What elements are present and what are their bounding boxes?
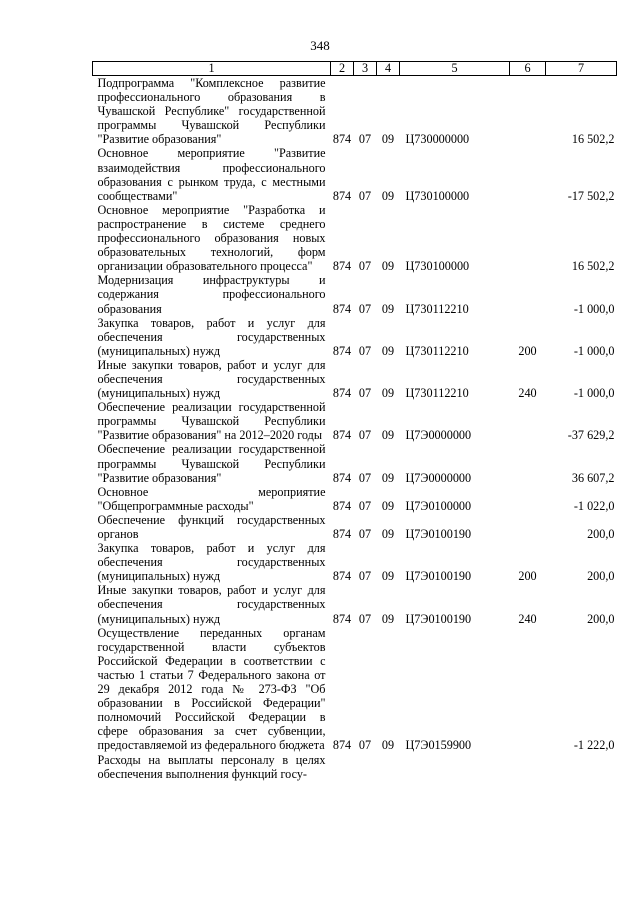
row-podrazdel: 09 [381, 188, 395, 203]
row-code: 874 [332, 498, 352, 513]
table-row [93, 485, 617, 513]
row-razdel: 07 [358, 343, 372, 358]
row-code: 874 [332, 611, 352, 626]
row-vr [510, 485, 546, 513]
row-name: Осуществление переданных органам государственной власти субъектов Российской Федерации в соответствии с частью 1 статьи 7 Федерального закона от 29 декабря 2012 года № 273-ФЗ "Об образовании в Российской Федерации" полномочий Российской Федерации в сфере образования за счет субвенции, предоставляемой из федерального бюджета [97, 625, 326, 753]
table-row [93, 76, 617, 147]
table-row [93, 753, 617, 781]
row-vr: 200 [518, 343, 537, 358]
table-row [93, 541, 617, 583]
row-csr: Ц730100000 [405, 188, 470, 203]
row-name: Обеспечение функций государственных органов [97, 512, 326, 541]
table-row [93, 146, 617, 202]
row-razdel: 07 [358, 428, 372, 443]
row-vr: 240 [518, 611, 537, 626]
row-podrazdel: 09 [381, 259, 395, 274]
row-name: Основное мероприятие "Развитие взаимодействия профессионального образования с рынком труда, с местными сообществами" [97, 146, 326, 203]
table-row [93, 626, 617, 753]
row-csr: Ц730112210 [405, 301, 469, 316]
row-razdel: 07 [358, 259, 372, 274]
row-amount: -1 000,0 [573, 301, 615, 316]
row-csr: Ц730112210 [405, 386, 469, 401]
row-razdel: 07 [358, 188, 372, 203]
row-razdel: 07 [358, 301, 372, 316]
row-code: 874 [332, 343, 352, 358]
column-header-1: 1 [93, 62, 331, 76]
row-name: Обеспечение реализации государственной программы Чувашской Республики "Развитие образования" на 2012–2020 годы [97, 400, 326, 443]
row-amount: 16 502,2 [571, 132, 615, 147]
row-podrazdel: 09 [381, 386, 395, 401]
row-amount [546, 753, 617, 781]
row-name: Обеспечение реализации государственной программы Чувашской Республики "Развитие образования" [97, 442, 326, 485]
row-csr: Ц7Э0100000 [405, 498, 472, 513]
row-amount: 16 502,2 [571, 259, 615, 274]
table-row [93, 203, 617, 273]
row-vr [510, 273, 546, 315]
row-csr: Ц7Э0100190 [405, 611, 472, 626]
row-code: 874 [332, 527, 352, 541]
row-name: Подпрограмма "Комплексное развитие профессионального образования в Чувашской Республике" государственной программы Чувашской Республики "Развитие образования" [97, 76, 326, 147]
row-csr: Ц730100000 [405, 259, 470, 274]
row-amount: -17 502,2 [567, 188, 615, 203]
column-header-7: 7 [546, 62, 617, 76]
row-name: Основное мероприятие "Разработка и распространение в системе среднего профессионального образования новых образовательных технологий, форм организации образовательного процесса" [97, 202, 326, 274]
row-csr [400, 753, 510, 781]
column-header-5: 5 [400, 62, 510, 76]
row-podrazdel: 09 [381, 611, 395, 626]
row-vr: 240 [518, 386, 537, 401]
row-razdel: 07 [358, 738, 372, 753]
table-row [93, 513, 617, 541]
row-razdel [354, 753, 377, 781]
row-name: Иные закупки товаров, работ и услуг для обеспечения государственных (муниципальных) нужд [97, 357, 326, 401]
row-razdel: 07 [358, 611, 372, 626]
row-amount: -1 000,0 [573, 343, 615, 358]
row-vr [510, 203, 546, 273]
row-amount: -1 022,0 [573, 498, 615, 513]
row-razdel: 07 [358, 527, 372, 541]
row-podrazdel [377, 753, 400, 781]
row-vr [510, 76, 546, 147]
row-vr [510, 146, 546, 202]
row-razdel: 07 [358, 470, 372, 485]
row-code: 874 [332, 470, 352, 485]
row-razdel: 07 [358, 132, 372, 147]
row-vr [510, 513, 546, 541]
row-code: 874 [332, 738, 352, 753]
row-code: 874 [332, 259, 352, 274]
row-podrazdel: 09 [381, 428, 395, 443]
row-podrazdel: 09 [381, 132, 395, 147]
column-header-2: 2 [331, 62, 354, 76]
row-podrazdel: 09 [381, 527, 395, 541]
row-name: Закупка товаров, работ и услуг для обеспечения государственных (муниципальных) нужд [97, 541, 326, 584]
row-code: 874 [332, 132, 352, 147]
table-row [93, 583, 617, 625]
row-vr [510, 442, 546, 484]
row-razdel: 07 [358, 498, 372, 513]
row-csr: Ц7Э0000000 [405, 428, 472, 443]
row-code: 874 [332, 569, 352, 584]
row-code: 874 [332, 428, 352, 443]
row-csr: Ц730112210 [405, 343, 469, 358]
row-amount: 200,0 [587, 527, 615, 541]
row-amount: 200,0 [587, 569, 615, 584]
row-csr: Ц7Э0159900 [405, 738, 472, 753]
row-name: Закупка товаров, работ и услуг для обеспечения государственных (муниципальных) нужд [97, 315, 326, 358]
row-csr: Ц7Э0100190 [405, 527, 472, 541]
row-vr [510, 753, 546, 781]
table-row [93, 273, 617, 315]
row-amount: -1 222,0 [573, 738, 615, 753]
row-razdel: 07 [358, 386, 372, 401]
row-vr [510, 626, 546, 753]
row-code [331, 753, 354, 781]
column-header-4: 4 [377, 62, 400, 76]
row-csr: Ц7Э0100190 [405, 569, 472, 584]
row-razdel: 07 [358, 569, 372, 584]
row-code: 874 [332, 386, 352, 401]
row-vr: 200 [518, 569, 537, 584]
row-code: 874 [332, 188, 352, 203]
table-row [93, 358, 617, 400]
budget-table [92, 61, 617, 781]
row-podrazdel: 09 [381, 301, 395, 316]
table-row [93, 442, 617, 484]
column-header-6: 6 [510, 62, 546, 76]
row-amount: -1 000,0 [573, 386, 615, 401]
row-name: Расходы на выплаты персоналу в целях обеспечения выполнения функций госу- [97, 752, 326, 781]
column-number-header [93, 62, 617, 76]
table-row [93, 400, 617, 442]
page-number: 348 [310, 38, 330, 53]
row-amount: 36 607,2 [571, 470, 615, 485]
row-amount: 200,0 [587, 611, 615, 626]
row-podrazdel: 09 [381, 343, 395, 358]
row-csr: Ц7Э0000000 [405, 470, 472, 485]
row-podrazdel: 09 [381, 738, 395, 753]
row-code: 874 [332, 301, 352, 316]
row-name: Основное мероприятие "Общепрограммные расходы" [97, 484, 326, 513]
row-vr [510, 400, 546, 442]
column-header-3: 3 [354, 62, 377, 76]
row-podrazdel: 09 [381, 470, 395, 485]
row-name: Иные закупки товаров, работ и услуг для обеспечения государственных (муниципальных) нужд [97, 583, 326, 626]
row-amount: -37 629,2 [567, 428, 615, 443]
table-row [93, 316, 617, 358]
row-podrazdel: 09 [381, 569, 395, 584]
row-csr: Ц730000000 [405, 132, 470, 147]
row-name: Модернизация инфраструктуры и содержания профессионального образования [97, 273, 326, 316]
row-podrazdel: 09 [381, 498, 395, 513]
